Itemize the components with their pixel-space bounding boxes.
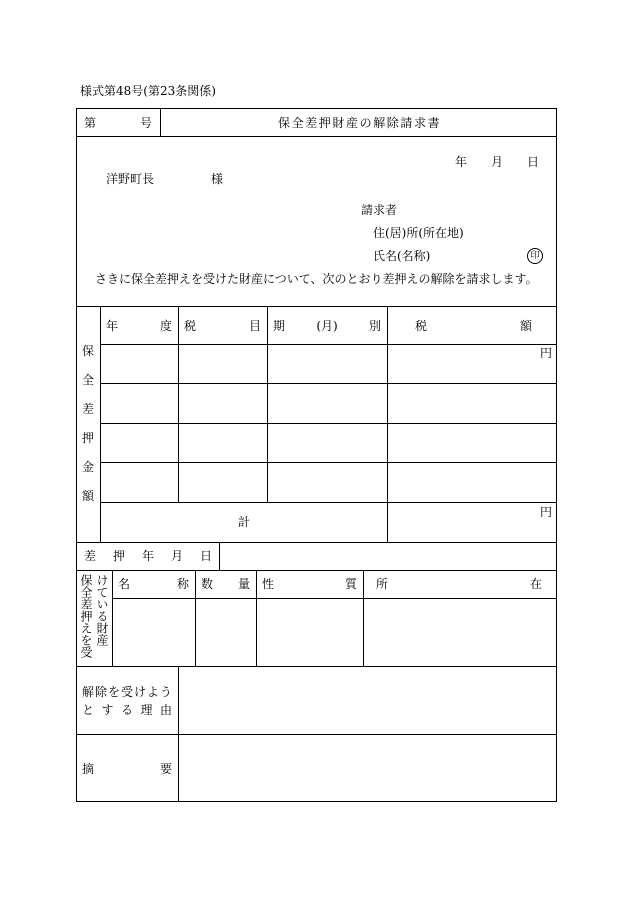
address-label: 住(居)所(所在地) <box>373 226 464 240</box>
property-side-label-2: 保全差押えを受 <box>79 574 93 658</box>
request-sentence: さきに保全差押えを受けた財産について、次のとおり差押えの解除を請求します。 <box>95 272 538 286</box>
seizure-date-label: 差 押 年 月 日 <box>84 549 212 563</box>
form-number: 様式第48号(第23条関係) <box>80 84 216 98</box>
column-property-name: 名 称 <box>118 577 189 591</box>
seal-mark: 印 <box>527 248 543 264</box>
date-label: 年 月 日 <box>455 155 540 169</box>
remarks-label: 摘 要 <box>82 762 172 776</box>
total-label: 計 <box>238 515 251 529</box>
addressee-name: 洋野町長 <box>106 172 155 186</box>
name-label: 氏名(名称) <box>373 249 431 263</box>
column-tax-item: 税 目 <box>184 319 261 333</box>
column-period: 期 (月) 別 <box>273 319 381 333</box>
number-label: 第 号 <box>84 116 152 130</box>
property-side-label-1: けている財産 <box>95 574 109 646</box>
total-yen-unit: 円 <box>540 505 553 519</box>
requester-label: 請求者 <box>361 203 398 217</box>
column-location: 所 在 <box>376 577 542 591</box>
column-quantity: 数 量 <box>201 577 250 591</box>
addressee-honorific: 様 <box>211 172 224 186</box>
yen-unit: 円 <box>540 346 553 360</box>
column-tax-amount: 税 額 <box>415 319 532 333</box>
column-fiscal-year: 年 度 <box>106 319 172 333</box>
column-quality: 性 質 <box>262 577 357 591</box>
reason-label-line1: 解 除 を 受 け よ う <box>82 685 172 699</box>
reason-label-line2: と す る 理 由 <box>82 703 172 717</box>
form-title: 保全差押財産の解除請求書 <box>278 116 442 130</box>
